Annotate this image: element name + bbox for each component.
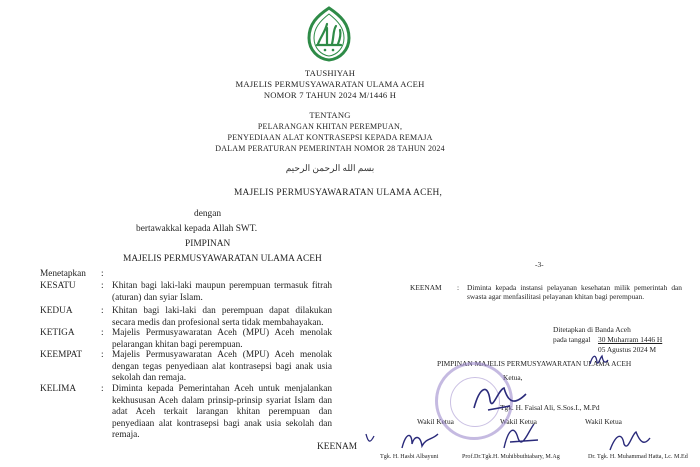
dengan-text: dengan (194, 209, 222, 219)
basmalah: بسم الله الرحمن الرحيم (285, 163, 375, 173)
hijri-date: 30 Muharram 1446 H (598, 335, 663, 344)
clause-colon: : (101, 328, 104, 338)
subject-line-2: PENYEDIAAN ALAT KONTRASEPSI KEPADA REMAJA (227, 133, 433, 142)
wakil-ketua-1-label: Wakil Ketua (417, 417, 454, 426)
wakil-3-signature-icon (606, 426, 652, 456)
clause-text: Khitan bagi laki-laki dan perempuan dapat dilakukan secara medis dan profesional serta tidak membahayakan. (112, 306, 332, 328)
ketua-signature-icon (470, 380, 530, 416)
clause-colon: : (101, 281, 104, 291)
gregorian-date: 05 Agustus 2024 M (598, 345, 657, 354)
clause-text: Diminta kepada Pemerintahan Aceh untuk menjalankan kekhususan Aceh dalam prinsip-prinsip syariat Islam dan adat Aceh terkait larangan khitan perempuan dan penyediaan alat kontrasepsi bagi anak usia sekolah dan remaja. (112, 384, 332, 441)
initial-signature-icon (588, 352, 610, 368)
keenam-colon: : (457, 283, 460, 292)
bertawakkal-text: bertawakkal kepada Allah SWT. (136, 224, 258, 234)
clause-label: KESATU (40, 281, 76, 291)
clause-text: Majelis Permusyawaratan Aceh (MPU) Aceh menolak pelarangan khitan bagi perempuan. (112, 328, 332, 350)
tentang-label: TENTANG (309, 110, 351, 120)
catchword: KEENAM (317, 442, 358, 452)
clause-label: KETIGA (40, 328, 75, 338)
wakil-ketua-2-label: Wakil Ketua (500, 417, 537, 426)
clause-colon: : (101, 350, 104, 360)
pada-tanggal: pada tanggal (553, 335, 591, 344)
issuer-line: MAJELIS PERMUSYAWARATAN ULAMA ACEH, (233, 188, 443, 198)
clause-label: KEDUA (40, 306, 73, 316)
doc-type: TAUSHIYAH (304, 68, 356, 78)
clause-label: KELIMA (40, 384, 77, 394)
keenam-text: Diminta kepada instansi pelayanan kesehatan milik pemerintah dan swasta agar menfasilitasi pelayanan khitan bagi perempuan. (467, 283, 682, 302)
clause-text: Khitan bagi laki-laki maupun perempuan termasuk fitrah (aturan) dan syiar Islam. (112, 281, 332, 303)
leadership-title: PIMPINAN MAJELIS PERMUSYAWARATAN ULAMA ACEH (437, 359, 632, 368)
wakil-ketua-3-label: Wakil Ketua (585, 417, 622, 426)
subject-line-1: PELARANGAN KHITAN PEREMPUAN, (257, 122, 403, 131)
clause-label: KEEMPAT (40, 350, 83, 360)
wakil-ketua-3-name: Dr. Tgk. H. Muhammad Hatta, Lc. M.Ed (588, 454, 688, 460)
keenam-label: KEENAM (410, 283, 442, 292)
menetapkan-colon: : (101, 269, 104, 279)
page-number: -3- (535, 260, 544, 269)
ketua-name: Tgk. H. Faisal Ali, S.Sos.I., M.Pd (500, 403, 600, 412)
decree-number: NOMOR 7 TAHUN 2024 M/1446 H (263, 90, 397, 100)
wakil-1-signature-icon (398, 428, 442, 454)
clause-colon: : (101, 306, 104, 316)
pimpinan-heading: PIMPINAN (185, 239, 231, 249)
ketua-label: Ketua, (503, 373, 523, 382)
menetapkan-label: Menetapkan (40, 269, 86, 279)
clause-colon: : (101, 384, 104, 394)
subject-line-3: DALAM PERATURAN PEMERINTAH NOMOR 28 TAHUN 2024 (215, 144, 445, 153)
wakil-ketua-2-name: Prof.Dr.Tgk.H. Muhibbuthtabary, M.Ag (462, 454, 560, 460)
org-heading: MAJELIS PERMUSYAWARATAN ULAMA ACEH (123, 254, 322, 264)
wakil-2-signature-icon (498, 420, 544, 454)
ditetapkan-text: Ditetapkan di Banda Aceh (553, 325, 631, 334)
ulama-logo-icon (303, 6, 355, 62)
paraf-mark-icon (364, 432, 376, 446)
wakil-ketua-1-name: Tgk. H. Hasbi Albayuni (380, 454, 439, 460)
issuer-heading: MAJELIS PERMUSYAWARATAN ULAMA ACEH (235, 79, 425, 89)
clause-text: Majelis Permusyawaratan Aceh (MPU) Aceh menolak dengan tegas penyediaan alat kontrasepsi bagi anak usia sekolah dan remaja. (112, 350, 332, 384)
